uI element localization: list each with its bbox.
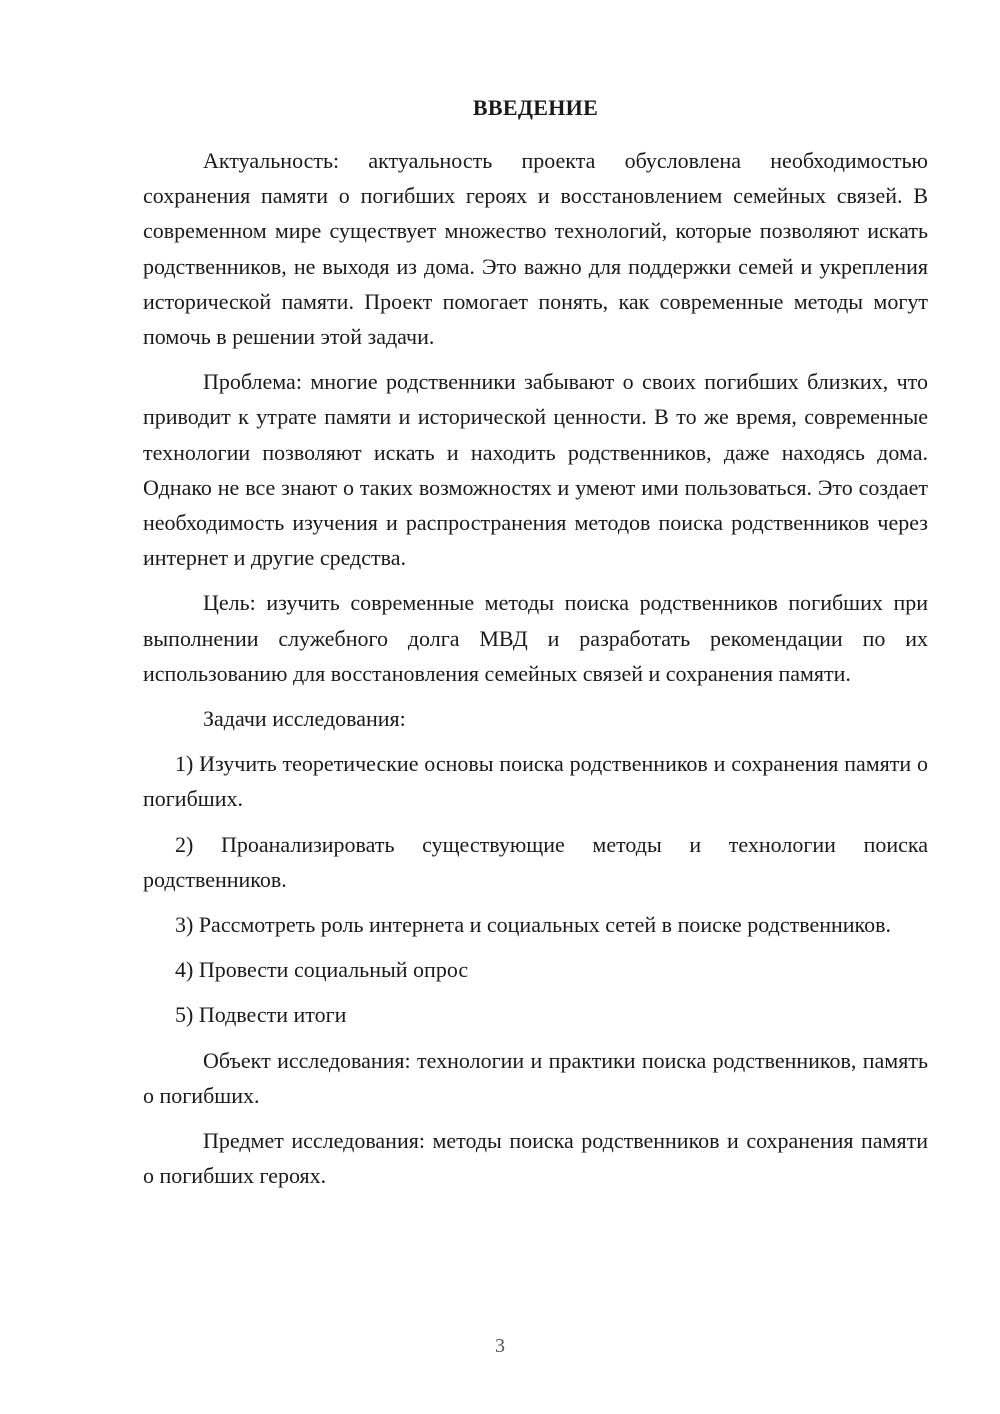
paragraph-subject: Предмет исследования: методы поиска родственников и сохранения памяти о погибших героях. — [143, 1128, 928, 1189]
paragraph-goal: Цель: изучить современные методы поиска родственников погибших при выполнении служебного долга МВД и разработать рекомендации по их использованию для восстановления семейных связей и сохранения памяти. — [143, 590, 928, 686]
task-item-2: 2) Проанализировать существующие методы и технологии поиска родственников. — [143, 831, 928, 892]
task-item-5: 5) Подвести итоги — [175, 1002, 347, 1028]
paragraph-relevance: Актуальность: актуальность проекта обусловлена необходимостью сохранения памяти о погибших героях и восстановлением семейных связей. В современном мире существует множество технологий, которые позволяют искать родственников, не выходя из дома. Это важно для поддержки семей и укрепления исторической памяти. Проект помогает понять, как современные методы могут помочь в решении этой задачи. — [143, 148, 928, 350]
page-number: 3 — [495, 1335, 505, 1357]
paragraph-tasks-title: Задачи исследования: — [203, 706, 406, 732]
paragraph-problem: Проблема: многие родственники забывают о своих погибших близких, что приводит к утрате памяти и исторической ценности. В то же время, современные технологии позволяют искать и находить родственников, даже находясь дома. Однако не все знают о таких возможностях и умеют ими пользоваться. Это создает необходимость изучения и распространения методов поиска родственников через интернет и другие средства. — [143, 369, 928, 571]
task-item-3: 3) Рассмотреть роль интернета и социальных сетей в поиске родственников. — [175, 912, 892, 938]
paragraph-object: Объект исследования: технологии и практики поиска родственников, память о погибших. — [143, 1047, 928, 1108]
document-body — [143, 143, 928, 1203]
task-item-4: 4) Провести социальный опрос — [175, 957, 469, 983]
section-heading: ВВЕДЕНИЕ — [472, 95, 599, 120]
task-item-1: 1) Изучить теоретические основы поиска родственников и сохранения памяти о погибших. — [143, 751, 928, 812]
